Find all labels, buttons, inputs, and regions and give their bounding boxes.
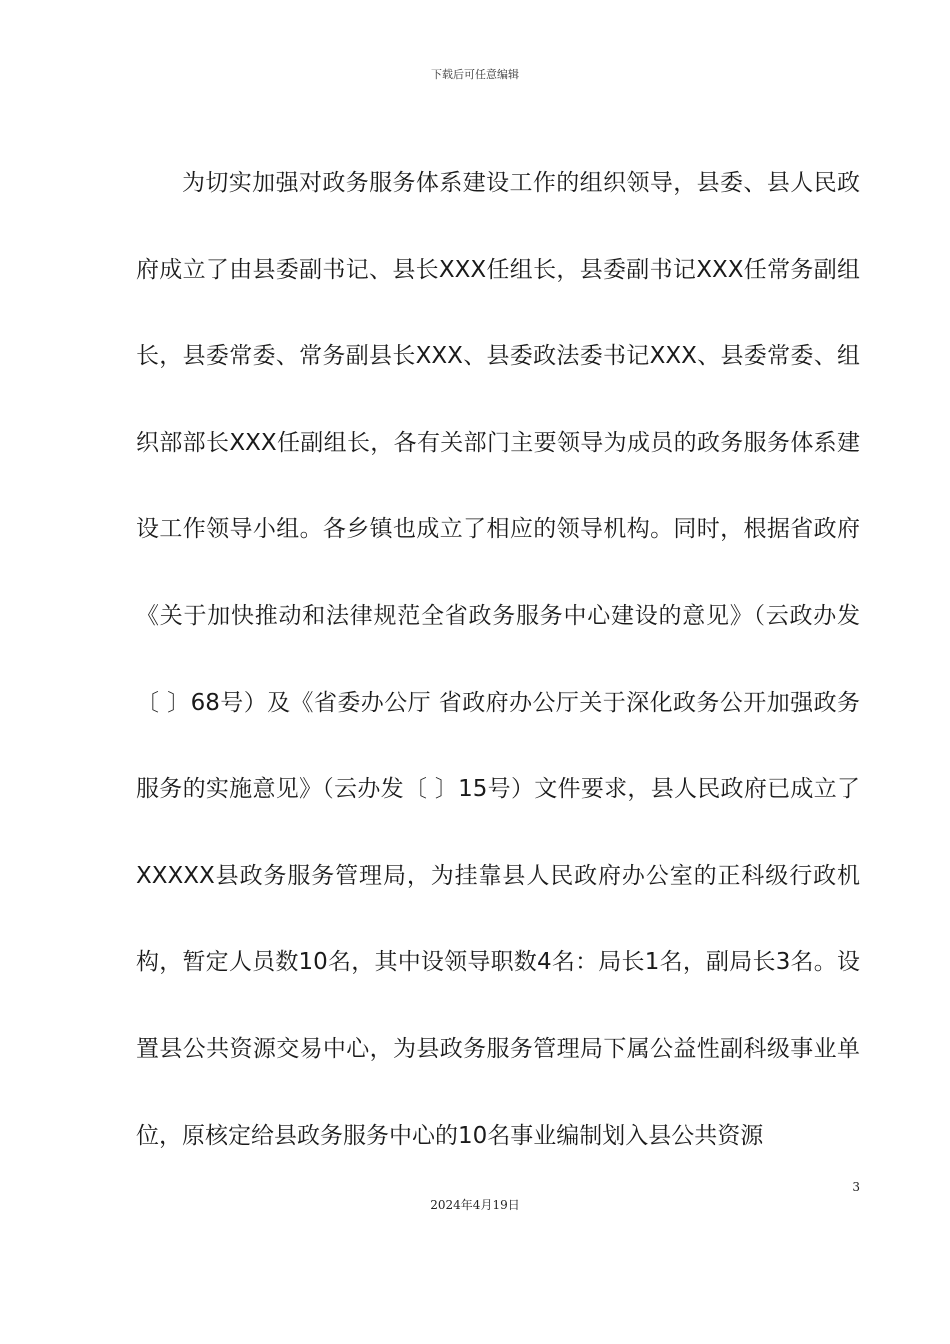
page-number: 3 [852, 1180, 860, 1194]
body-paragraph: 为切实加强对政务服务体系建设工作的组织领导，县委、县人民政府成立了由县委副书记、县长XXX任组长，县委副书记XXX任常务副组长，县委常委、常务副县长XXX、县委政法委书记XXX、县委常委、组织部部长XXX任副组长，各有关部门主要领导为成员的政务服务体系建设工作领导小组。各乡镇也成立了相应的领导机构。同时，根据省政府《关于加快推动和法律规范全省政务服务中心建设的意见》（云政办发〔 〕68号）及《省委办公厅 省政府办公厅关于深化政务公开加强政务服务的实施意见》（云办发〔 〕15号）文件要求，县人民政府已成立了XXXXX县政务服务管理局，为挂靠县人民政府办公室的正科级行政机构，暂定人员数10名，其中设领导职数4名：局长1名，副局长3名。设置县公共资源交易中心，为县政务服务管理局下属公益性副科级事业单位，原核定给县政务服务中心的10名事业编制划入县公共资源 [136, 170, 860, 1149]
footer-date: 2024年4月19日 [430, 1198, 520, 1212]
page-header: 下载后可任意编辑 [431, 68, 519, 81]
